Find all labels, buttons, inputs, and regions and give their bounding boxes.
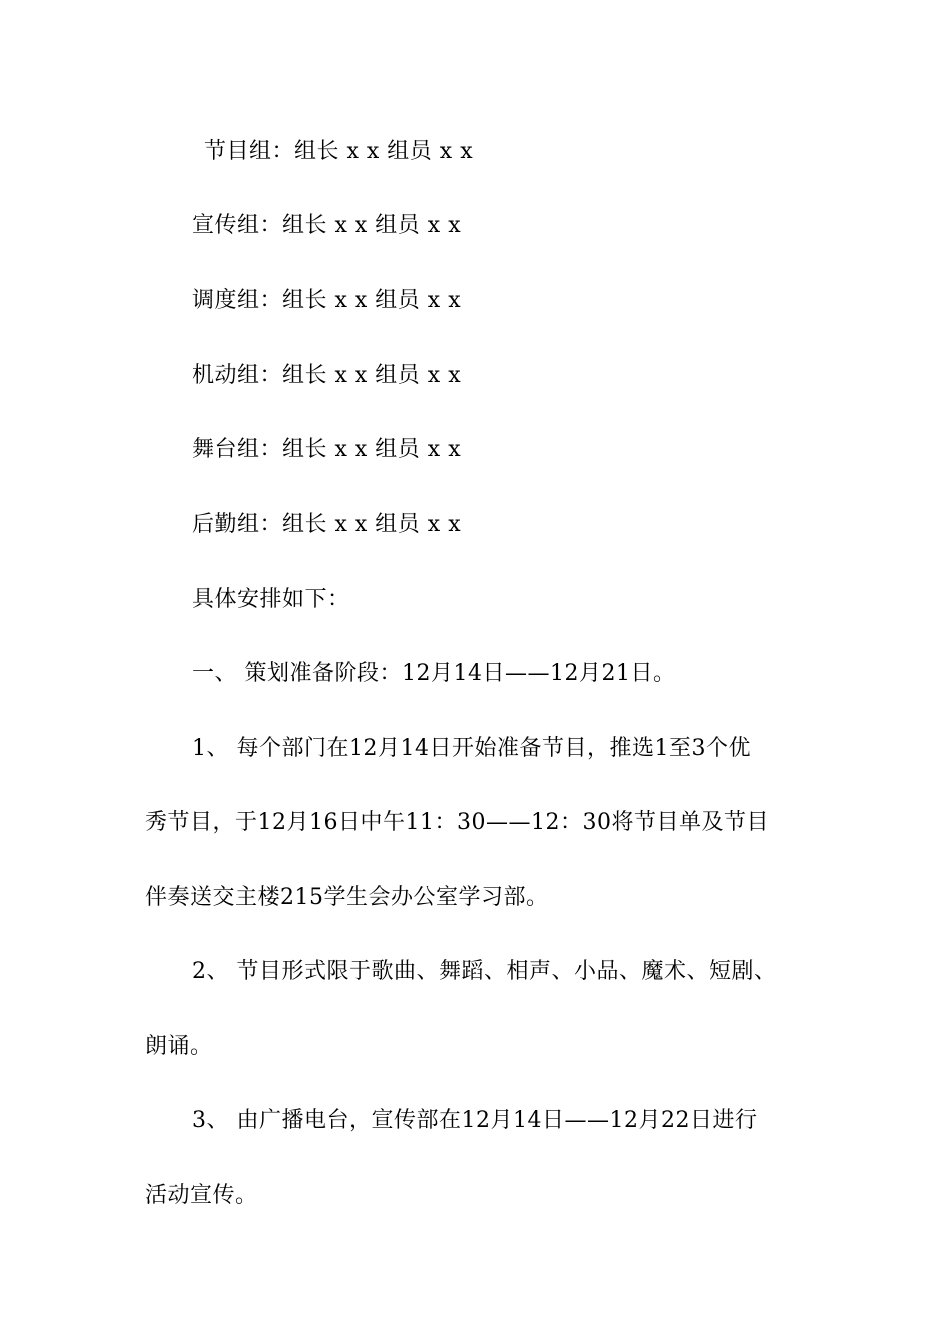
group-line-stage: 舞台组：组长 x x 组员 x x xyxy=(192,437,462,462)
item-3-line-2: 活动宣传。 xyxy=(145,1183,258,1208)
item-2-line-2: 朗诵。 xyxy=(145,1034,213,1059)
item-1-line-3: 伴奏送交主楼215学生会办公室学习部。 xyxy=(145,885,549,910)
section-one-title: 一、 策划准备阶段：12月14日——12月21日。 xyxy=(192,661,676,686)
group-line-program: 节目组：组长 x x 组员 x x xyxy=(204,139,474,164)
group-line-logistics: 后勤组：组长 x x 组员 x x xyxy=(192,512,462,537)
item-1-line-1: 1、 每个部门在12月14日开始准备节目，推选1至3个优 xyxy=(192,736,751,761)
arrangement-intro: 具体安排如下： xyxy=(192,587,350,612)
item-1-line-2: 秀节目，于12月16日中午11：30——12：30将节目单及节目 xyxy=(145,810,769,835)
item-2-line-1: 2、 节目形式限于歌曲、舞蹈、相声、小品、魔术、短剧、 xyxy=(192,959,777,984)
item-3-line-1: 3、 由广播电台，宣传部在12月14日——12月22日进行 xyxy=(192,1108,758,1133)
group-line-dispatch: 调度组：组长 x x 组员 x x xyxy=(192,288,462,313)
group-line-publicity: 宣传组：组长 x x 组员 x x xyxy=(192,213,462,238)
group-line-mobile: 机动组：组长 x x 组员 x x xyxy=(192,363,462,388)
